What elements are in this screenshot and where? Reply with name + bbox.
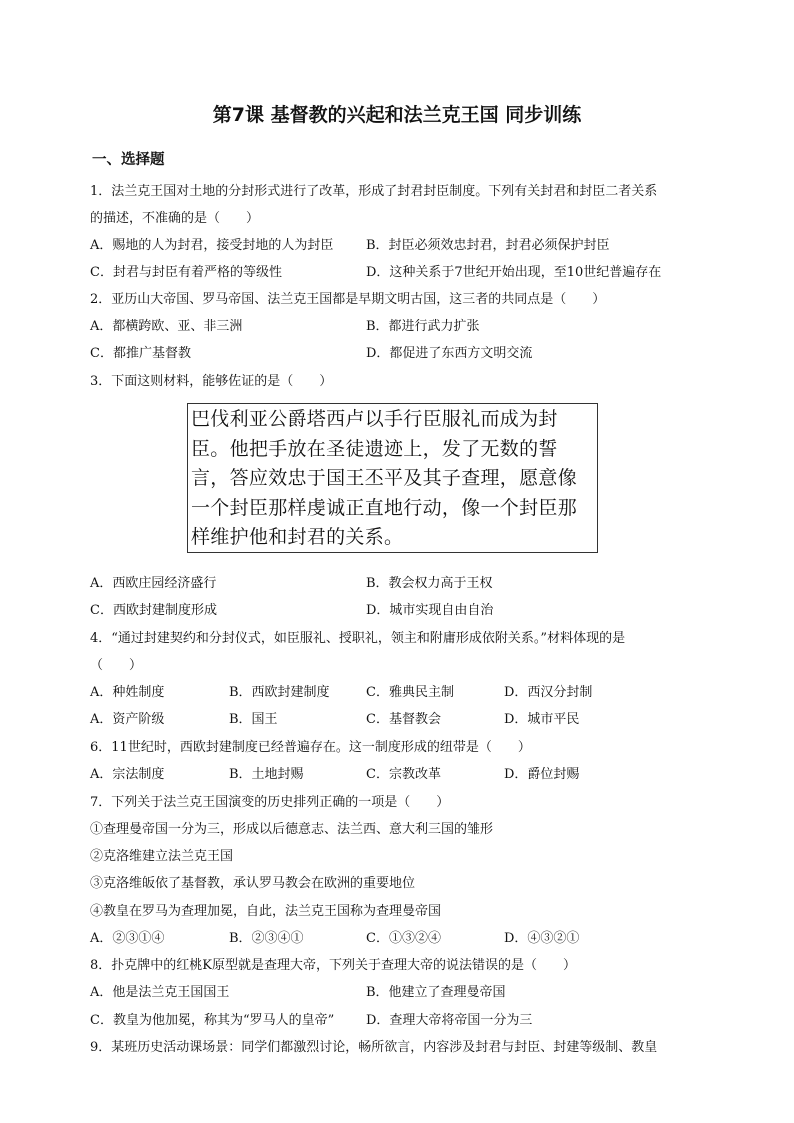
q7-item-1: ①查理曼帝国一分为三，形成以后德意志、法兰西、意大利三国的雏形 xyxy=(90,822,494,837)
q8-option-d[interactable]: D．查理大帝将帝国一分为三 xyxy=(366,1013,533,1028)
q7-item-2: ②克洛维建立法兰克王国 xyxy=(90,849,234,864)
q4-option-d[interactable]: D．西汉分封制 xyxy=(504,685,593,700)
q7-option-c[interactable]: C．①③②④ xyxy=(366,931,441,946)
q3-material-line: 言，答应效忠于国王丕平及其子查理，愿意像 xyxy=(191,467,578,489)
q2-option-c[interactable]: C．都推广基督教 xyxy=(90,346,191,361)
q5-option-a[interactable]: A．资产阶级 xyxy=(90,712,165,727)
q7-stem: 7．下列关于法兰克王国演变的历史排列正确的一项是（ ） xyxy=(90,795,450,810)
q3-option-c[interactable]: C．西欧封建制度形成 xyxy=(90,603,217,618)
q9-stem: 9．某班历史活动课场景：同学们都激烈讨论，畅所欲言，内容涉及封君与封臣、封建等级制、教皇 xyxy=(90,1040,658,1055)
q2-option-d[interactable]: D．都促进了东西方文明交流 xyxy=(366,346,533,361)
q3-material-line: 一个封臣那样虔诚正直地行动，像一个封臣那 xyxy=(191,496,578,519)
q2-option-a[interactable]: A．都横跨欧、亚、非三洲 xyxy=(90,319,243,334)
q2-stem: 2．亚历山大帝国、罗马帝国、法兰克王国都是早期文明古国，这三者的共同点是（ ） xyxy=(90,292,606,307)
q4-stem-line2: （ ） xyxy=(90,658,143,673)
q7-item-3: ③克洛维皈依了基督教，承认罗马教会在欧洲的重要地位 xyxy=(90,876,416,891)
q7-option-d[interactable]: D．④③②① xyxy=(504,931,580,946)
q4-option-b[interactable]: B．西欧封建制度 xyxy=(229,685,330,700)
q8-stem: 8．扑克牌中的红桃K原型就是查理大帝，下列关于查理大帝的说法错误的是（ ） xyxy=(90,958,576,973)
section-heading: 一、选择题 xyxy=(92,152,165,168)
q3-option-d[interactable]: D．城市实现自由自治 xyxy=(366,603,494,618)
q4-option-c[interactable]: C．雅典民主制 xyxy=(366,685,454,700)
q1-option-d[interactable]: D．这种关系于7世纪开始出现，至10世纪普遍存在 xyxy=(366,265,662,280)
q1-option-a[interactable]: A．赐地的人为封君，接受封地的人为封臣 xyxy=(90,238,334,253)
q3-material-box xyxy=(187,403,598,553)
q7-option-b[interactable]: B．②③④① xyxy=(229,931,304,946)
q1-stem-line2: 的描述，不准确的是（ ） xyxy=(90,211,260,226)
q3-stem: 3．下面这则材料，能够佐证的是（ ） xyxy=(90,374,333,389)
q2-option-b[interactable]: B．都进行武力扩张 xyxy=(366,319,480,334)
q1-option-c[interactable]: C．封君与封臣有着严格的等级性 xyxy=(90,265,282,280)
q4-stem-line1: 4．“通过封建契约和分封仪式，如臣服礼、授职礼，领主和附庸形成依附关系。”材料体现的是 xyxy=(90,631,626,646)
q6-option-c[interactable]: C．宗教改革 xyxy=(366,767,441,782)
q8-option-b[interactable]: B．他建立了查理曼帝国 xyxy=(366,985,506,1000)
q7-item-4: ④教皇在罗马为查理加冕，自此，法兰克王国称为查理曼帝国 xyxy=(90,904,442,919)
q6-stem: 6．11世纪时，西欧封建制度已经普遍存在。这一制度形成的纽带是（ ） xyxy=(90,740,531,755)
q3-material-line: 样维护他和封君的关系。 xyxy=(191,526,404,548)
q6-option-b[interactable]: B．土地封赐 xyxy=(229,767,304,782)
q1-stem-line1: 1．法兰克王国对土地的分封形式进行了改革，形成了封君封臣制度。下列有关封君和封臣二者关系 xyxy=(90,184,658,199)
q6-option-d[interactable]: D．爵位封赐 xyxy=(504,767,580,782)
q8-option-c[interactable]: C．教皇为他加冕，称其为“罗马人的皇帝” xyxy=(90,1013,335,1028)
q5-option-c[interactable]: C．基督教会 xyxy=(366,712,441,727)
q5-option-b[interactable]: B．国王 xyxy=(229,712,278,727)
q1-option-b[interactable]: B．封臣必须效忠封君，封君必须保护封臣 xyxy=(366,238,610,253)
q6-option-a[interactable]: A．宗法制度 xyxy=(90,767,165,782)
q8-option-a[interactable]: A．他是法兰克王国国王 xyxy=(90,985,230,1000)
q3-option-a[interactable]: A．西欧庄园经济盛行 xyxy=(90,576,217,591)
q4-option-a[interactable]: A．种姓制度 xyxy=(90,685,165,700)
q5-option-d[interactable]: D．城市平民 xyxy=(504,712,580,727)
q3-option-b[interactable]: B．教会权力高于王权 xyxy=(366,576,493,591)
q3-material-line: 巴伐利亚公爵塔西卢以手行臣服礼而成为封 xyxy=(191,408,558,430)
page-title: 第7课 基督教的兴起和法兰克王国 同步训练 xyxy=(212,104,582,126)
q3-material-line: 臣。他把手放在圣徒遗迹上，发了无数的誓 xyxy=(191,437,558,460)
q7-option-a[interactable]: A．②③①④ xyxy=(90,931,165,946)
